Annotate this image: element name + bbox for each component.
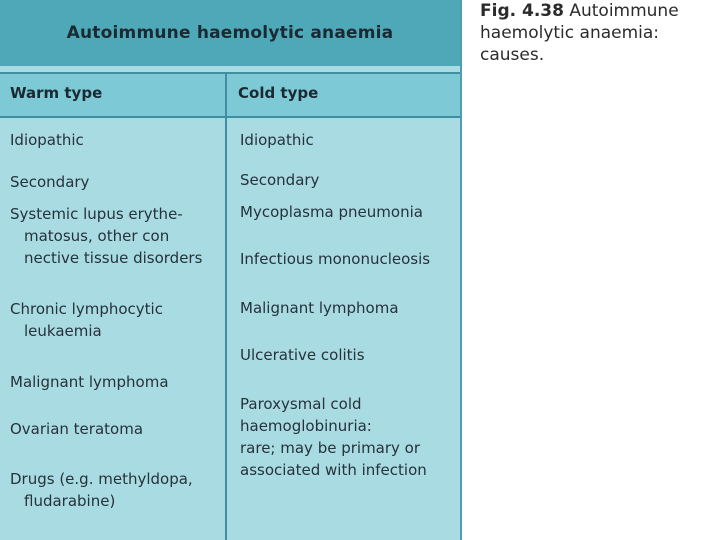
cold-cell: Idiopathic xyxy=(240,131,314,149)
caption-line: causes. xyxy=(480,45,545,65)
caption-line: Autoimmune xyxy=(569,1,679,21)
warm-cell: Ovarian teratoma xyxy=(10,420,144,438)
cold-cell: Secondary xyxy=(240,171,320,189)
cold-cell: Paroxysmal cold haemoglobinuria: rare; may be primary or associated with infection xyxy=(240,395,427,479)
warm-type-header: Warm type xyxy=(10,84,103,102)
cold-cell: Malignant lymphoma xyxy=(240,299,399,317)
figure-label: Fig. 4.38 xyxy=(480,1,564,21)
warm-cell: Chronic lymphocytic leukaemia xyxy=(10,300,163,340)
column-divider xyxy=(225,72,227,540)
cold-cell: Mycoplasma pneumonia xyxy=(240,203,423,221)
caption-line: haemolytic anaemia: xyxy=(480,23,660,43)
warm-cell: Systemic lupus erythe- matosus, other con nective tissue disorders xyxy=(10,205,203,267)
cold-type-header: Cold type xyxy=(238,84,319,102)
warm-cell: Drugs (e.g. methyldopa, fludarabine) xyxy=(10,470,193,510)
warm-cell: Malignant lymphoma xyxy=(10,373,169,391)
cold-cell: Infectious mononucleosis xyxy=(240,250,431,268)
warm-cell: Idiopathic xyxy=(10,131,84,149)
cold-cell: Ulcerative colitis xyxy=(240,346,365,364)
figure-caption xyxy=(480,0,715,66)
warm-cell: Secondary xyxy=(10,173,90,191)
table-title-bar xyxy=(0,0,460,66)
table-title: Autoimmune haemolytic anaemia xyxy=(66,23,394,43)
